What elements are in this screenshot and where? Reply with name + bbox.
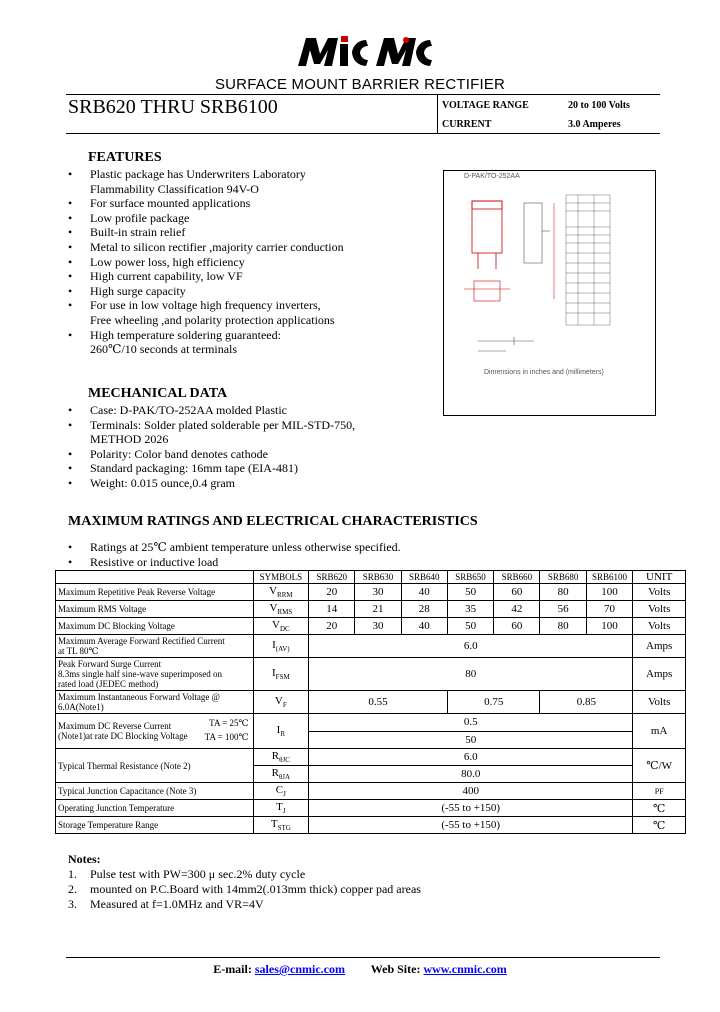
footer [0,962,720,977]
value-cell: 60 [494,584,540,601]
list-item: • High surge capacity [68,283,186,298]
value-cell: 14 [309,601,355,618]
param-cell: Operating Junction Temperature [56,800,254,817]
value-cell: 30 [355,618,401,635]
value-cell: 0.55 [309,691,448,714]
unit-cell: ℃ [633,800,686,817]
list-item: • For use in low voltage high frequency inverters, [68,298,321,313]
features-title: FEATURES [88,150,162,165]
value-cell: 50 [447,584,493,601]
symbol-cell: $R_{\theta JC}$ [253,749,308,766]
note-item: 1. Pulse test with PW=300 μ sec.2% duty cycle [68,867,306,881]
package-caption: Dimensions in inches and (millimeters) [484,369,604,376]
value-cell: 30 [355,584,401,601]
list-item: • Weight: 0.015 ounce,0.4 gram [68,475,236,490]
table-row-vrrm [56,584,686,601]
table-row-cj [56,783,686,800]
voltage-range-label: VOLTAGE RANGE [442,100,529,111]
table-row-ifsm [56,658,686,691]
list-item: • Polarity: Color band denotes cathode [68,446,268,461]
unit-cell: mA [633,714,686,749]
param-cell: Storage Temperature Range [56,817,254,834]
value-cell: 50 [309,731,633,749]
header-cell: SRB680 [540,571,586,584]
header-cell: SRB630 [355,571,401,584]
unit-cell: Amps [633,635,686,658]
value-cell: 80.0 [309,766,633,783]
table-row-tj [56,800,686,817]
symbol-cell: $V_{DC}$ [253,618,308,635]
website-link[interactable]: www.cnmic.com [423,962,507,976]
unit-cell: PF [633,783,686,800]
value-cell: 400 [309,783,633,800]
value-cell: 80 [540,584,586,601]
table-row-vdc [56,618,686,635]
list-item: • Case: D-PAK/TO-252AA molded Plastic [68,403,287,417]
symbol-cell: $I_{FSM}$ [253,658,308,691]
unit-cell: ℃ [633,817,686,834]
symbol-cell: $I_R$ [253,714,308,749]
list-item: • Metal to silicon rectifier ,majority carrier conduction [68,239,344,254]
symbol-cell: $T_{STG}$ [253,817,308,834]
header-cell: SRB640 [401,571,447,584]
current-value: 3.0 Amperes [568,119,621,130]
spec-divider [437,95,438,133]
symbol-cell: $V_F$ [253,691,308,714]
value-cell: 80 [309,658,633,691]
list-item: • High temperature soldering guaranteed: [68,327,281,342]
header-cell: SRB6100 [586,571,633,584]
param-cell: Peak Forward Surge Current 8.3ms single half sine-wave superimposed on rated load (JEDEC method) [56,658,254,691]
value-cell: 6.0 [309,635,633,658]
value-cell: 50 [447,618,493,635]
mechanical-list [68,403,355,491]
param-cell: Maximum DC Reverse Current (Note1)at rate DC Blocking Voltage TA = 25℃ TA = 100℃ [56,714,254,749]
header-cell-blank [56,571,254,584]
table-row-vrms [56,601,686,618]
param-cell: Maximum Repetitive Peak Reverse Voltage [56,584,254,601]
symbol-cell: $I_{(AV)}$ [253,635,308,658]
table-row-tstg [56,817,686,834]
note-item: 3. Measured at f=1.0MHz and VR=4V [68,897,264,911]
value-cell: 80 [540,618,586,635]
value-cell: 6.0 [309,749,633,766]
value-cell: 21 [355,601,401,618]
value-cell: 100 [586,584,633,601]
ratings-notes [68,540,401,569]
ratings-title: MAXIMUM RATINGS AND ELECTRICAL CHARACTERISTICS [68,514,478,529]
table-row-rth [56,749,686,766]
value-cell: 0.85 [540,691,633,714]
symbol-cell: $C_J$ [253,783,308,800]
unit-cell: ℃/W [633,749,686,783]
unit-cell: Volts [633,691,686,714]
unit-cell: Volts [633,584,686,601]
list-item-continuation: METHOD 2026 [90,432,169,447]
features-list [68,167,344,357]
symbol-cell: $V_{RRM}$ [253,584,308,601]
ratings-table [55,570,686,834]
value-cell: 0.75 [447,691,540,714]
param-cell: Maximum RMS Voltage [56,601,254,618]
value-cell: 40 [401,618,447,635]
footer-divider [66,957,660,958]
value-cell: 56 [540,601,586,618]
package-outline-diagram [444,181,655,371]
list-item: • Built-in strain relief [68,225,186,240]
table-header-row [56,571,686,584]
list-item-continuation: 260℃/10 seconds at terminals [90,342,238,357]
table-row-ir [56,714,686,732]
package-label: D-PAK/TO-252AA [464,173,520,180]
value-cell: (-55 to +150) [309,817,633,834]
table-row-vf [56,691,686,714]
current-label: CURRENT [442,119,492,130]
value-cell: 20 [309,618,355,635]
list-item: • For surface mounted applications [68,196,251,211]
symbol-cell: $T_J$ [253,800,308,817]
param-cell: Typical Thermal Resistance (Note 2) [56,749,254,783]
value-cell: 28 [401,601,447,618]
unit-cell: Volts [633,601,686,618]
list-item: • Resistive or inductive load [68,554,219,569]
table-row-iav [56,635,686,658]
param-cell: Maximum Average Forward Rectified Current at TL 80℃ [56,635,254,658]
package-drawing [443,170,656,416]
notes-title: Notes: [68,852,101,866]
param-cell: Maximum Instantaneous Forward Voltage @ 6.0A(Note1) [56,691,254,714]
list-item: • Ratings at 25℃ ambient temperature unless otherwise specified. [68,540,401,554]
notes-section [68,852,421,912]
list-item: • Low profile package [68,210,190,225]
value-cell: 60 [494,618,540,635]
header-cell: SRB660 [494,571,540,584]
header-bottom-divider [66,133,660,134]
email-label: E-mail: [213,962,252,976]
value-cell: 100 [586,618,633,635]
email-link[interactable]: sales@cnmic.com [254,962,345,976]
note-item: 2. mounted on P.C.Board with 14mm2(.013mm thick) copper pad areas [68,882,421,896]
list-item: • Low power loss, high efficiency [68,254,245,269]
list-item: • Plastic package has Underwriters Laboratory [68,167,306,181]
top-divider [66,94,660,95]
value-cell: (-55 to +150) [309,800,633,817]
list-item-continuation: Flammability Classification 94V-O [90,181,259,196]
value-cell: 70 [586,601,633,618]
list-item-continuation: Free wheeling ,and polarity protection applications [90,312,335,327]
header-cell: SYMBOLS [253,571,308,584]
value-cell: 20 [309,584,355,601]
header-cell: SRB620 [309,571,355,584]
value-cell: 35 [447,601,493,618]
param-cell: Typical Junction Capacitance (Note 3) [56,783,254,800]
voltage-range-value: 20 to 100 Volts [568,100,630,111]
unit-cell: Amps [633,658,686,691]
symbol-cell: $V_{RMS}$ [253,601,308,618]
website-label: Web Site: [370,962,421,976]
unit-cell: Volts [633,618,686,635]
document-subtitle: SURFACE MOUNT BARRIER RECTIFIER [214,76,506,93]
list-item: • Terminals: Solder plated solderable per MIL-STD-750, [68,417,356,432]
list-item: • High current capability, low VF [68,269,243,284]
header-cell: UNIT [633,571,686,584]
mechanical-title: MECHANICAL DATA [88,386,228,401]
part-number-title: SRB620 THRU SRB6100 [68,96,278,118]
header-cell: SRB650 [447,571,493,584]
param-cell: Maximum DC Blocking Voltage [56,618,254,635]
list-item: • Standard packaging: 16mm tape (EIA-481) [68,461,298,476]
value-cell: 0.5 [309,714,633,732]
company-logo [298,36,438,66]
value-cell: 40 [401,584,447,601]
value-cell: 42 [494,601,540,618]
symbol-cell: $R_{\theta JA}$ [253,766,308,783]
